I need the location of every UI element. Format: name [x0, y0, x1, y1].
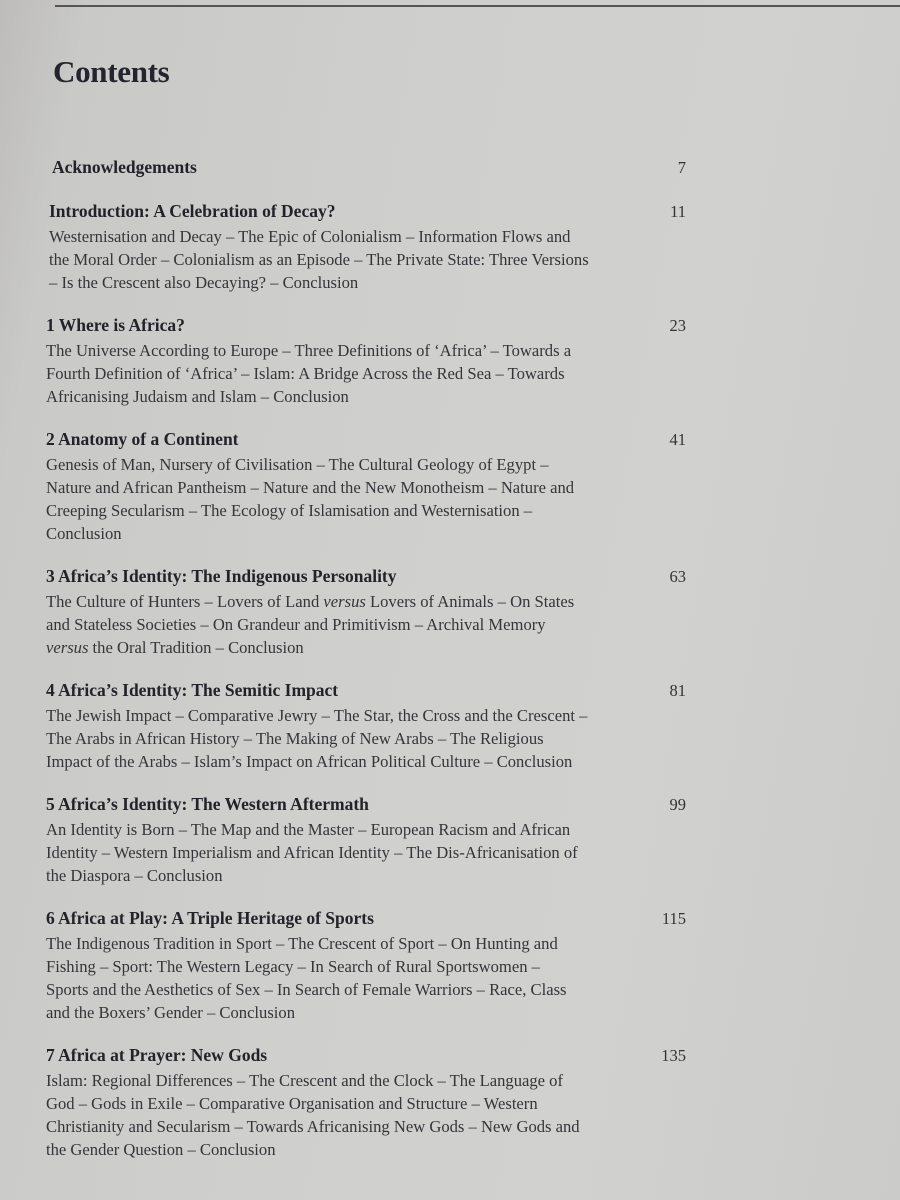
- section-text: Genesis of Man, Nursery of Civilisation – The Cultural Geology of Egypt –: [46, 455, 549, 474]
- section-list-line: [46, 841, 686, 864]
- section-text: The Arabs in African History – The Making of New Arabs – The Religious: [46, 729, 544, 748]
- section-text: Lovers of Animals – On States: [365, 592, 575, 611]
- section-list-line: [46, 978, 686, 1001]
- page-number: 135: [661, 1046, 686, 1065]
- section-list-line: [46, 636, 686, 659]
- section-text: the Moral Order – Colonialism as an Episode – The Private State: Three Versions: [49, 250, 589, 269]
- section-list-line: [46, 453, 686, 476]
- chapter-title: Introduction: A Celebration of Decay?: [49, 201, 336, 221]
- section-text: Nature and African Pantheism – Nature and the New Monotheism – Nature and: [46, 478, 575, 497]
- toc-entry: [52, 157, 686, 181]
- section-list-line: [46, 750, 686, 773]
- section-list-line: [46, 1115, 686, 1138]
- section-text: Sports and the Aesthetics of Sex – In Search of Female Warriors – Race, Class: [46, 980, 567, 999]
- section-text: – Is the Crescent also Decaying? – Conclusion: [49, 273, 359, 292]
- chapter-title: 6 Africa at Play: A Triple Heritage of Sports: [46, 908, 374, 928]
- section-list-line: [46, 522, 686, 545]
- section-list-line: [49, 248, 686, 271]
- section-text: Islam: Regional Differences – The Crescent and the Clock – The Language of: [46, 1071, 564, 1090]
- section-text: Christianity and Secularism – Towards Africanising New Gods – New Gods and: [46, 1117, 580, 1136]
- toc-entry-heading-row: [46, 566, 686, 590]
- page-number: 7: [677, 158, 686, 177]
- section-list-line: [46, 499, 686, 522]
- italic-text: versus: [323, 592, 366, 611]
- toc-entry: [46, 908, 686, 1024]
- toc-entry: [46, 794, 686, 887]
- section-text: The Universe According to Europe – Three Definitions of ‘Africa’ – Towards a: [46, 341, 572, 360]
- page-number: 99: [669, 795, 686, 814]
- toc-entry: [49, 201, 686, 294]
- section-list-line: [46, 932, 686, 955]
- section-text: and the Boxers’ Gender – Conclusion: [46, 1003, 296, 1022]
- toc-entry-heading-row: [46, 680, 686, 704]
- section-text: Impact of the Arabs – Islam’s Impact on African Political Culture – Conclusion: [46, 752, 573, 771]
- toc-entry-heading-row: [46, 315, 686, 339]
- section-list-line: [46, 362, 686, 385]
- section-list-line: [49, 225, 686, 248]
- section-text: Creeping Secularism – The Ecology of Islamisation and Westernisation –: [46, 501, 533, 520]
- section-list-line: [46, 818, 686, 841]
- section-list-line: [46, 476, 686, 499]
- toc-entry: [46, 680, 686, 773]
- section-text: The Indigenous Tradition in Sport – The Crescent of Sport – On Hunting and: [46, 934, 558, 953]
- section-text: Fourth Definition of ‘Africa’ – Islam: A Bridge Across the Red Sea – Towards: [46, 364, 565, 383]
- section-text: The Jewish Impact – Comparative Jewry – The Star, the Cross and the Crescent –: [46, 706, 588, 725]
- section-text: Fishing – Sport: The Western Legacy – In Search of Rural Sportswomen –: [46, 957, 540, 976]
- section-list-line: [46, 1092, 686, 1115]
- toc-entry-heading-row: [46, 429, 686, 453]
- toc-entry-heading-row: [46, 908, 686, 932]
- section-text: God – Gods in Exile – Comparative Organisation and Structure – Western: [46, 1094, 538, 1113]
- chapter-title: 4 Africa’s Identity: The Semitic Impact: [46, 680, 339, 700]
- chapter-title: Acknowledgements: [52, 157, 197, 177]
- page-number: 115: [661, 909, 686, 928]
- italic-text: versus: [46, 638, 89, 657]
- section-text: Westernisation and Decay – The Epic of Colonialism – Information Flows and: [49, 227, 571, 246]
- chapter-title: 3 Africa’s Identity: The Indigenous Personality: [46, 566, 397, 586]
- section-text: the Diaspora – Conclusion: [46, 866, 223, 885]
- section-list-line: [46, 1138, 686, 1161]
- toc-entry: [46, 429, 686, 545]
- toc-entry-heading-row: [52, 157, 686, 181]
- toc-entry: [46, 315, 686, 408]
- section-text: and Stateless Societies – On Grandeur and Primitivism – Archival Memory: [46, 615, 546, 634]
- chapter-title: 7 Africa at Prayer: New Gods: [46, 1045, 268, 1065]
- section-list-line: [46, 727, 686, 750]
- section-list-line: [49, 271, 686, 294]
- section-text: the Gender Question – Conclusion: [46, 1140, 276, 1159]
- page-number: 23: [669, 316, 686, 335]
- section-list-line: [46, 1001, 686, 1024]
- page-number: 63: [669, 567, 686, 586]
- header-rule: [55, 5, 900, 7]
- section-text: the Oral Tradition – Conclusion: [88, 638, 304, 657]
- section-text: An Identity is Born – The Map and the Master – European Racism and African: [46, 820, 571, 839]
- section-list-line: [46, 864, 686, 887]
- chapter-title: 2 Anatomy of a Continent: [46, 429, 239, 449]
- toc-entry-heading-row: [49, 201, 686, 225]
- section-text: Identity – Western Imperialism and African Identity – The Dis-Africanisation of: [46, 843, 578, 862]
- table-of-contents: [46, 157, 686, 1182]
- section-list-line: [46, 590, 686, 613]
- section-list-line: [46, 955, 686, 978]
- section-list-line: [46, 613, 686, 636]
- toc-entry: [46, 566, 686, 659]
- page-number: 11: [670, 202, 686, 221]
- section-list-line: [46, 1069, 686, 1092]
- section-text: Conclusion: [46, 524, 122, 543]
- page-number: 81: [669, 681, 686, 700]
- chapter-title: 5 Africa’s Identity: The Western Aftermath: [46, 794, 369, 814]
- section-list-line: [46, 339, 686, 362]
- page-number: 41: [669, 430, 686, 449]
- section-list-line: [46, 704, 686, 727]
- chapter-title: 1 Where is Africa?: [46, 315, 185, 335]
- toc-entry-heading-row: [46, 1045, 686, 1069]
- section-text: The Culture of Hunters – Lovers of Land: [46, 592, 324, 611]
- section-text: Africanising Judaism and Islam – Conclusion: [46, 387, 349, 406]
- section-list-line: [46, 385, 686, 408]
- page-title: Contents: [53, 54, 170, 89]
- toc-entry: [46, 1045, 686, 1161]
- toc-entry-heading-row: [46, 794, 686, 818]
